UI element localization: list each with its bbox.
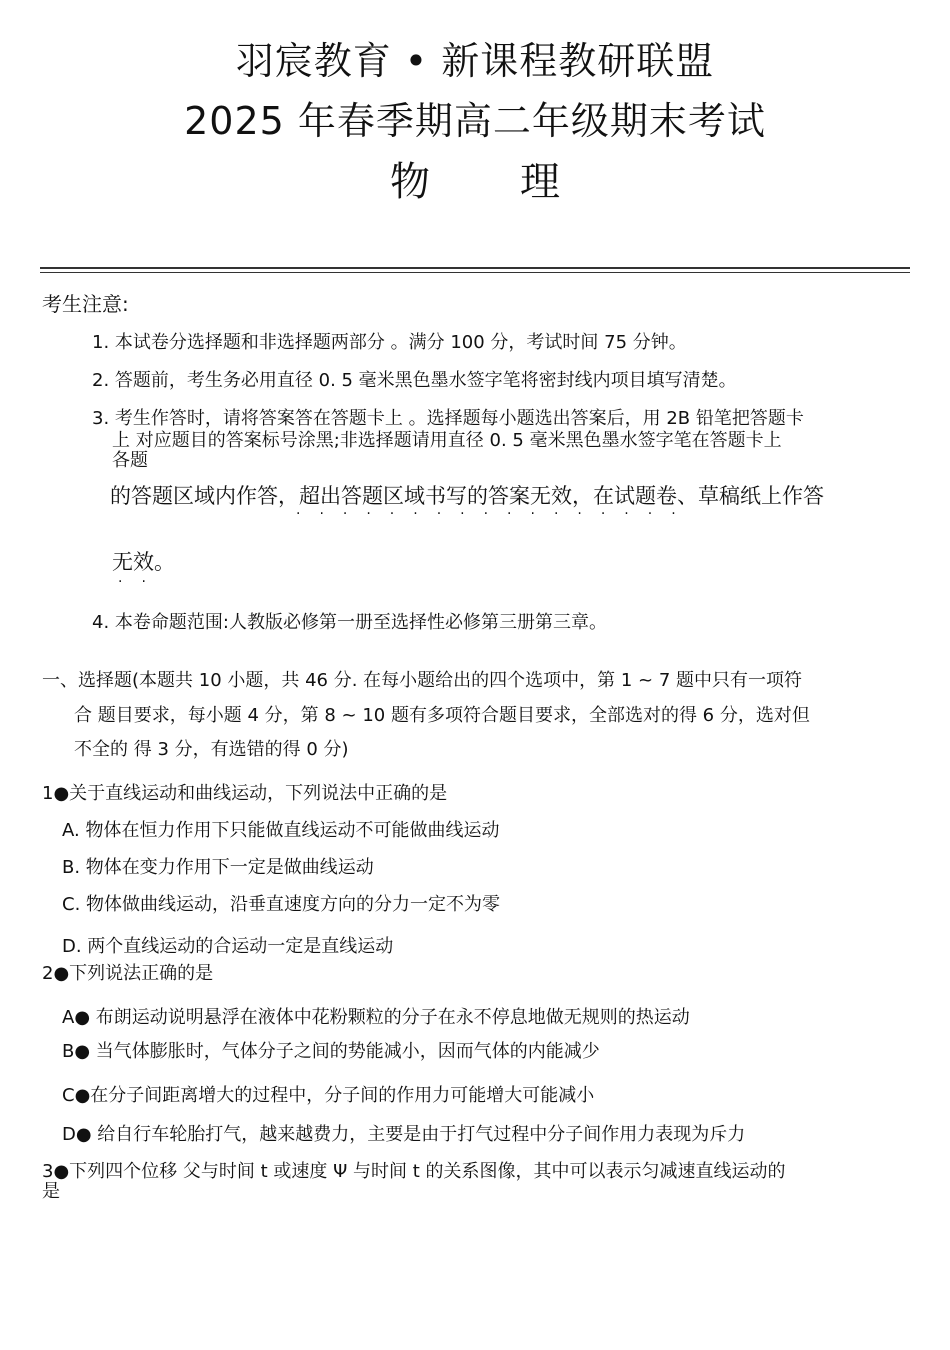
emphasis-dots: ·················: [296, 506, 695, 522]
question-2-option-a: A● 布朗运动说明悬浮在液体中花粉颗粒的分子在永不停息地做无规则的热运动: [62, 1007, 690, 1028]
notice-item-1: 1. 本试卷分选择题和非选择题两部分 。满分 100 分，考试时间 75 分钟。: [92, 332, 687, 353]
question-3-stem-line1: 3●下列四个位移 父与时间 t 或速度 Ψ 与时间 t 的关系图像，其中可以表示匀减速直线运动的: [42, 1161, 786, 1182]
exam-title: 2025 年春季期高二年级期末考试: [184, 99, 766, 143]
question-1-option-d: D. 两个直线运动的合运动一定是直线运动: [62, 936, 394, 957]
emphasis-dots: ··: [118, 574, 165, 590]
question-2-option-d: D● 给自行车轮胎打气，越来越费力，主要是由于打气过程中分子间作用力表现为斥力: [62, 1124, 746, 1145]
notice-heading: 考生注意:: [42, 292, 129, 316]
section-heading-line1: 一、选择题(本题共 10 小题，共 46 分. 在每小题给出的四个选项中，第 1 ~ 7 题中只有一项符: [42, 670, 803, 691]
header-divider-thin: [40, 272, 910, 273]
question-1-option-b: B. 物体在变力作用下一定是做曲线运动: [62, 857, 374, 878]
section-heading-line3: 不全的 得 3 分，有选错的得 0 分): [74, 739, 349, 760]
question-1-option-a: A. 物体在恒力作用下只能做直线运动不可能做曲线运动: [62, 820, 500, 841]
question-2-stem: 2●下列说法正确的是: [42, 963, 214, 984]
section-heading-line2: 合 题目要求，每小题 4 分，第 8 ~ 10 题有多项符合题目要求，全部选对的得 6 分，选对但: [74, 705, 810, 726]
question-1-stem: 1●关于直线运动和曲线运动，下列说法中正确的是: [42, 783, 448, 804]
exam-subject: 物理: [390, 159, 650, 205]
notice-item-3-line1: 3. 考生作答时，请将答案答在答题卡上 。选择题每小题选出答案后，用 2B 铅笔把答题卡: [92, 408, 804, 429]
notice-item-4: 4. 本卷命题范围:人教版必修第一册至选择性必修第三册第三章。: [92, 612, 607, 633]
question-3-stem-line2: 是: [42, 1181, 60, 1202]
exam-header-line1: 羽宸教育 • 新课程教研联盟: [235, 39, 715, 83]
question-1-option-c: C. 物体做曲线运动，沿垂直速度方向的分力一定不为零: [62, 894, 501, 915]
notice-item-3-line2: 上 对应题目的答案标号涂黑;非选择题请用直径 0. 5 毫米黑色墨水签字笔在答题卡上: [112, 430, 782, 451]
header-divider-thick: [40, 267, 910, 269]
notice-item-2: 2. 答题前，考生务必用直径 0. 5 毫米黑色墨水签字笔将密封线内项目填写清楚。: [92, 370, 737, 391]
notice-item-3-line5: 无效。: [112, 550, 175, 574]
question-2-option-b: B● 当气体膨胀时，气体分子之间的势能减小，因而气体的内能减少: [62, 1041, 600, 1062]
notice-item-3-line4: 的答题区域内作答，超出答题区域书写的答案无效，在试题卷、草稿纸上作答: [110, 484, 824, 508]
notice-item-3-line3: 各题: [112, 450, 148, 471]
question-2-option-c: C●在分子间距离增大的过程中，分子间的作用力可能增大可能减小: [62, 1085, 595, 1106]
